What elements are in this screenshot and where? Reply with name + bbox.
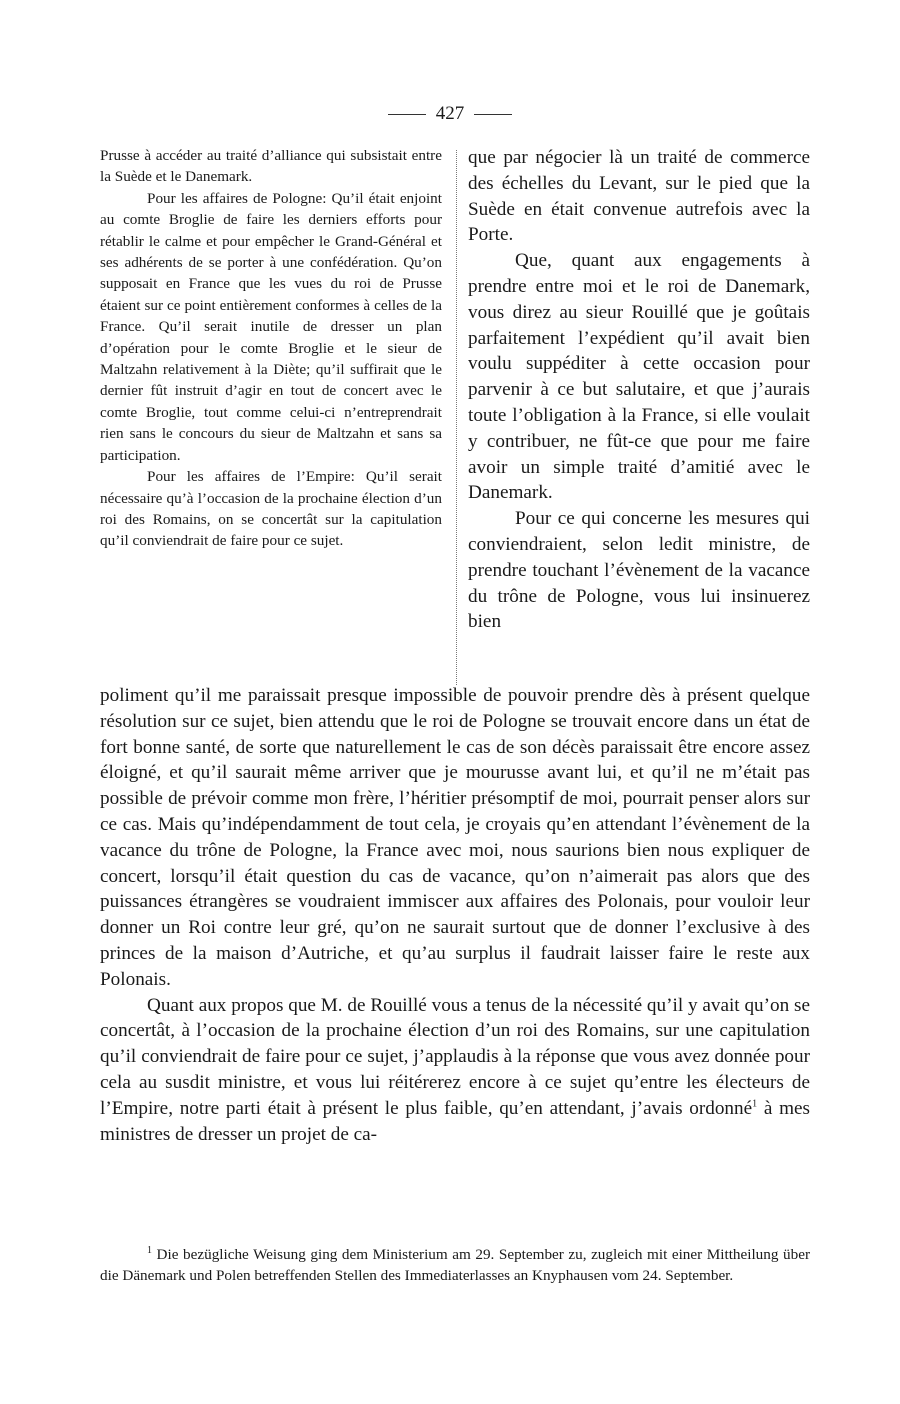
footnote-text: Die bezügliche Weisung ging dem Ministerium am 29. September zu, zugleich mit einer Mittheilung über die Dänemark und Polen betreffenden Stellen des Immediaterlasses an Knyphausen vom 24. September.: [100, 1246, 810, 1285]
full-paragraph-1: poliment qu’il me paraissait presque impossible de pouvoir prendre dès à présent quelque résolution sur ce sujet, bien attendu que le roi de Pologne se trouvait encore dans un état de fort bonne santé, de sorte que naturellement le cas de son décès paraissait être encore assez éloigné, et qu’il saurait même arriver que je mourusse avant lui, et qu’il ne m’était pas possible de prévoir comme mon frère, l’héritier présomptif de moi, pourrait penser alors sur ce cas. Mais qu’indépendamment de tout cela, je croyais qu’en attendant l’évènement de la vacance du trône de Pologne, la France avec moi, nous saurions bien nous expliquer de concert, lorsqu’il était question du cas de vacance, qu’on n’aimerait pas alors que des puissances étrangères se voudraient immiscer aux affaires des Polonais, pour vouloir leur donner un Roi contre leur gré, qu’on ne saurait surtout que de donner l’exclusive à des princes de la maison d’Autriche, et qu’au surplus il faudrait laisser faire le reste aux Polonais.: [100, 685, 810, 990]
page-number-dash-right: [474, 114, 512, 115]
left-column: [100, 145, 442, 552]
right-paragraph-2: Que, quant aux engagements à prendre entre moi et le roi de Danemark, vous direz au sieur Rouillé que je goûtais parfaitement l’expédient qu’il avait bien voulu suppéditer à cette occasion pour parvenir à ce but salutaire, et que j’aurais toute l’obligation à la France, si elle voulait y contribuer, ne fût-ce que pour me faire avoir un simple traité d’amitié avec le Danemark.: [468, 250, 810, 504]
footnote: [100, 1244, 810, 1287]
full-paragraph-2-tail: à mes ministres de dresser un projet de ca-: [100, 1097, 810, 1145]
left-paragraph-2: Pour les affaires de Pologne: Qu’il était enjoint au comte Broglie de faire les derniers efforts pour rétablir le calme et pour empêcher le Grand-Général et ses adhérents de se porter à une confédération. Qu’on supposait en France que les vues du roi de Prusse étaient sur ce point entièrement conformes à celles de la France. Qu’il serait inutile de dresser un plan d’opération pour le comte Broglie et le sieur de Maltzahn relativement à la Diète; qu’il suffirait que le dernier fût instruit d’agir en tout de concert avec le comte Broglie, tout comme celui-ci n’entreprendrait rien sans le concours du sieur de Maltzahn et sans sa participation.: [100, 189, 442, 464]
right-paragraph-1: que par négocier là un traité de commerce des échelles du Levant, sur le pied que la Suède en était convenue autrefois avec la Porte.: [468, 147, 810, 246]
footnote-reference[interactable]: 1: [752, 1098, 758, 1110]
page-number-text: 427: [435, 103, 465, 124]
left-paragraph-1: Prusse à accéder au traité d’alliance qui subsistait entre la Suède et le Danemark.: [100, 147, 442, 186]
right-column: [468, 145, 810, 635]
full-paragraph-2-text: Quant aux propos que M. de Rouillé vous a tenus de la nécessité qu’il y avait qu’on se concertât, à l’occasion de la prochaine élection d’un roi des Romains, sur une capitulation qu’il conviendrait de faire pour ce sujet, j’applaudis à la réponse que vous avez donnée pour cela au susdit ministre, et vous lui réitérerez encore à ce sujet qu’entre les électeurs de l’Empire, notre parti était à présent le plus faible, qu’en attendant, j’avais ordonné: [100, 994, 810, 1119]
footnote-marker: 1: [147, 1244, 152, 1256]
left-paragraph-3: Pour les affaires de l’Empire: Qu’il serait nécessaire qu’à l’occasion de la prochaine élection d’un roi des Romains, on se concertât sur la capitulation qu’il conviendrait de faire pour ce sujet.: [100, 468, 442, 550]
full-paragraph-2: [100, 993, 810, 1148]
right-paragraph-3: Pour ce qui concerne les mesures qui conviendraient, selon ledit ministre, de prendre touchant l’évènement de la vacance du trône de Pologne, vous lui insinuerez bien: [468, 508, 810, 633]
page-number-dash-left: [388, 114, 426, 115]
column-divider: [456, 150, 457, 685]
page-number: [0, 100, 900, 128]
full-width-text: [100, 683, 810, 1147]
